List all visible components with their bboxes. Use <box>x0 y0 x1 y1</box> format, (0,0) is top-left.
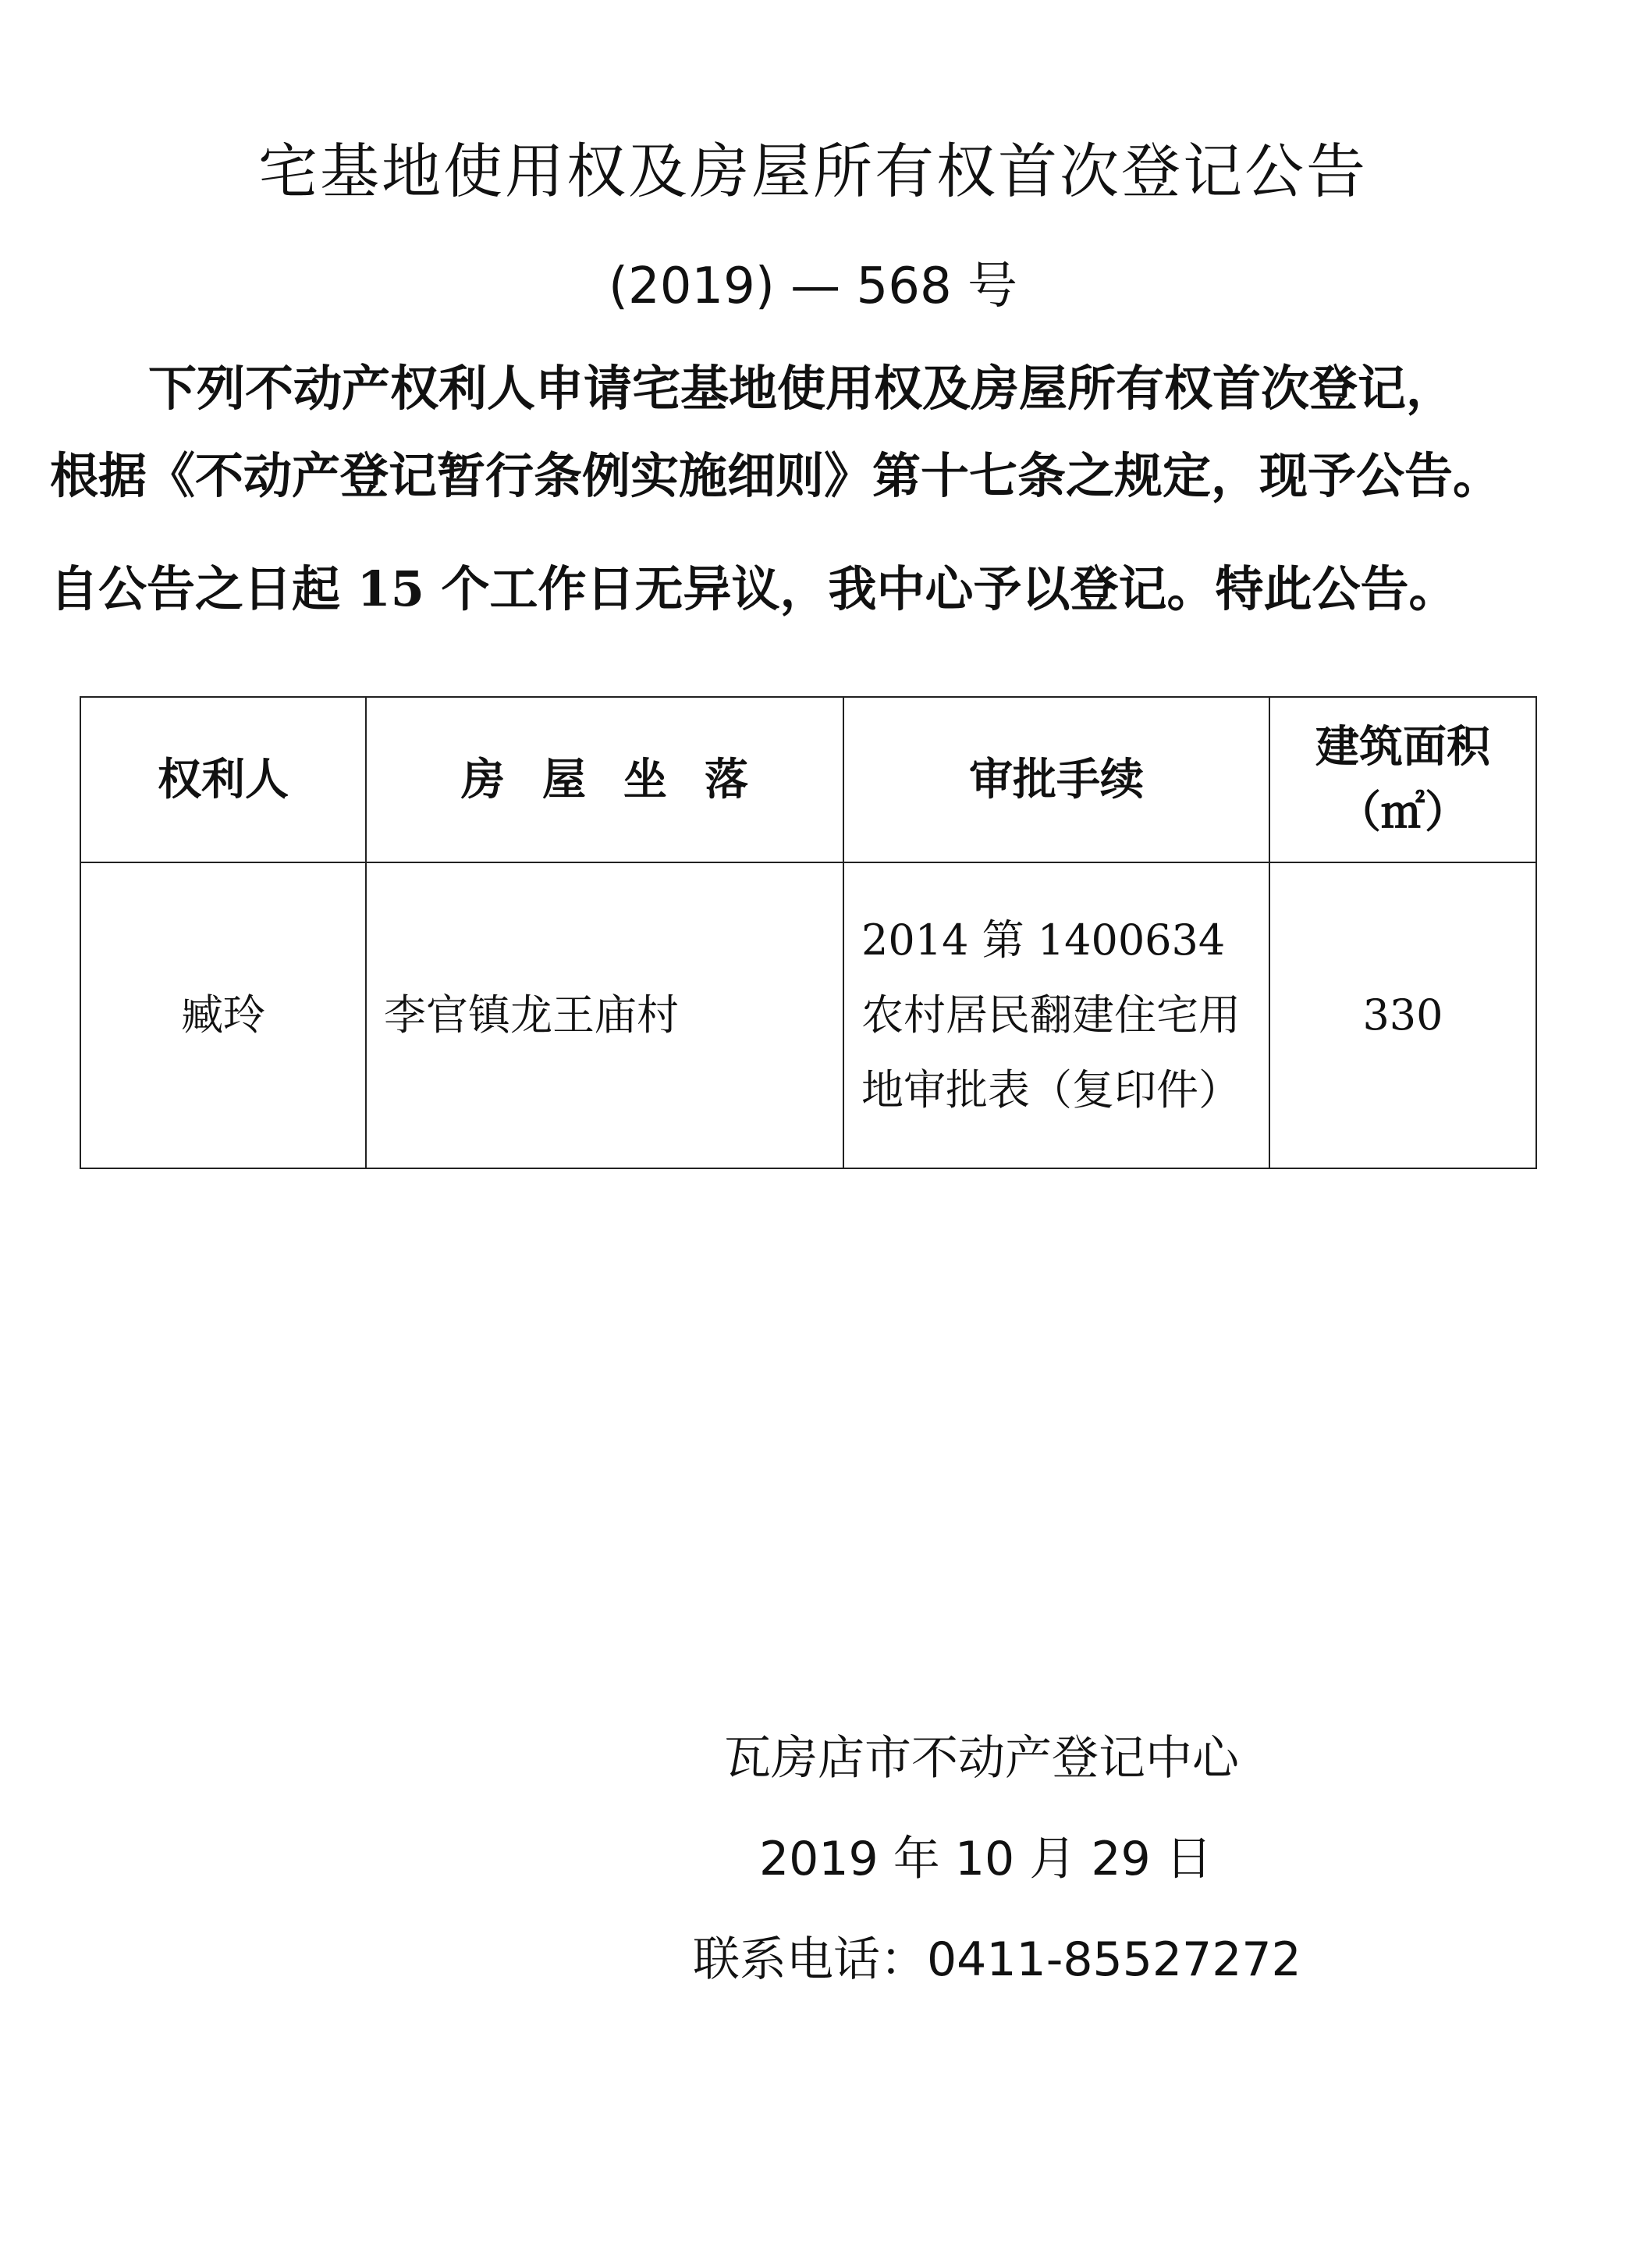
cell-location: 李官镇龙王庙村 <box>366 862 843 1168</box>
notice-number: (2019) — 568 号 <box>609 258 1017 315</box>
cell-area: 330 <box>1269 862 1536 1168</box>
header-area <box>1269 697 1536 862</box>
header-holder: 权利人 <box>80 697 366 862</box>
contact-phone: 联系电话：0411-85527272 <box>693 1932 1301 1987</box>
header-area-unit: （㎡） <box>1337 787 1468 838</box>
issue-date: 2019 年 10 月 29 日 <box>759 1832 1212 1886</box>
table-row <box>80 862 1536 1168</box>
header-area-label: 建筑面积 <box>1315 721 1490 773</box>
notice-title: 宅基地使用权及房屋所有权首次登记公告 <box>258 137 1368 206</box>
header-location: 房屋坐落 <box>366 697 843 862</box>
issuing-organization: 瓦房店市不动产登记中心 <box>724 1731 1239 1786</box>
notice-body-line-3: 自公告之日起 15 个工作日无异议，我中心予以登记。特此公告。 <box>50 560 1457 617</box>
notice-body-line-2: 根据《不动产登记暂行条例实施细则》第十七条之规定，现予公告。 <box>50 447 1502 504</box>
notice-body-line-1: 下列不动产权利人申请宅基地使用权及房屋所有权首次登记， <box>148 360 1455 417</box>
cell-holder: 臧玲 <box>80 862 366 1168</box>
registration-table <box>80 696 1537 1169</box>
table-header-row <box>80 697 1536 862</box>
cell-approval: 2014 第 1400634 农村居民翻建住宅用地审批表（复印件） <box>843 862 1269 1168</box>
header-approval: 审批手续 <box>843 697 1269 862</box>
